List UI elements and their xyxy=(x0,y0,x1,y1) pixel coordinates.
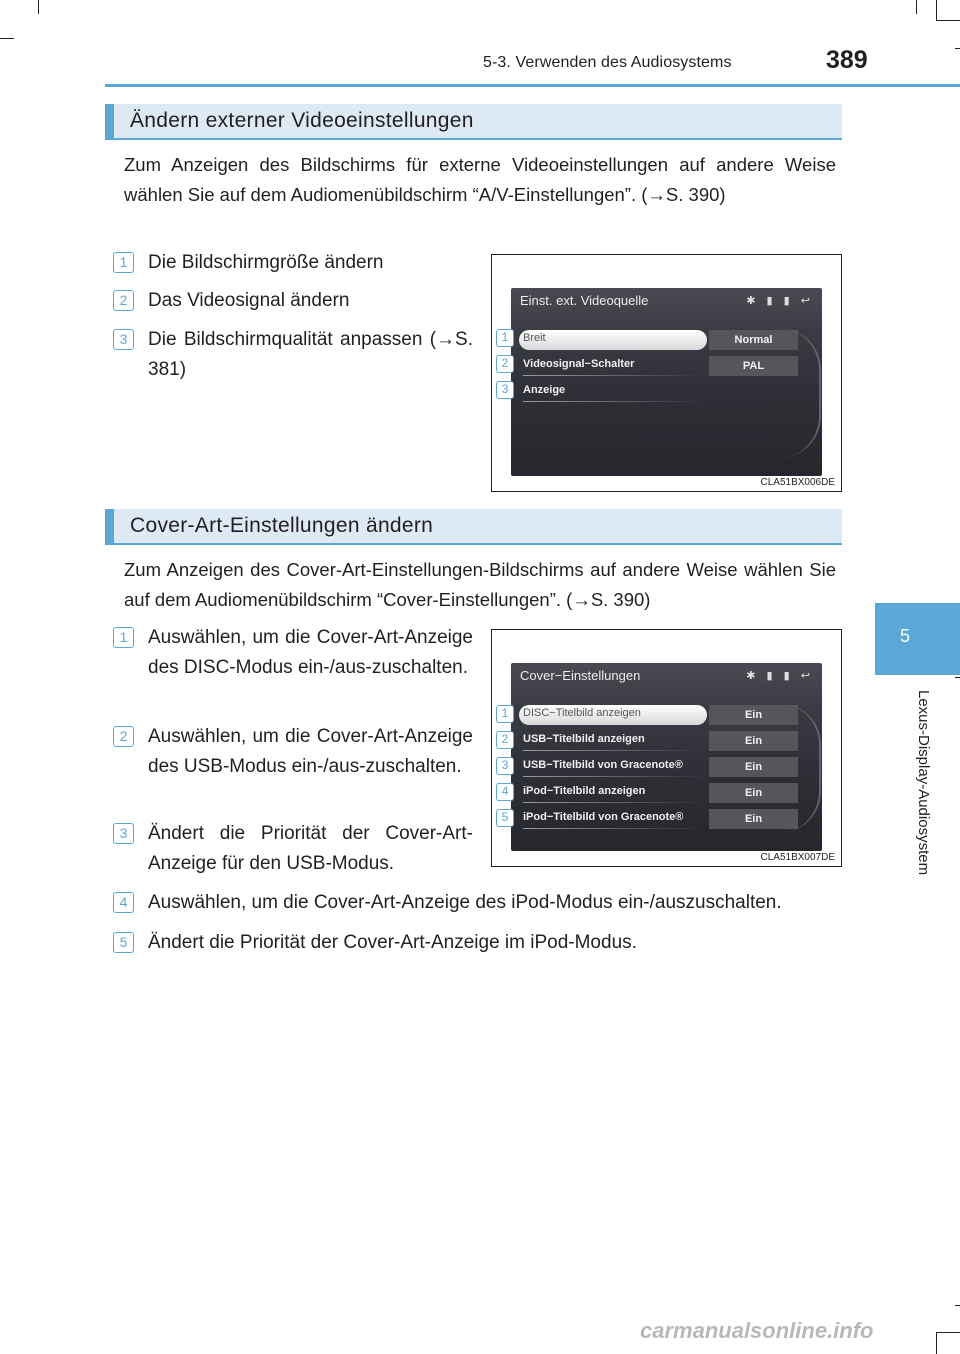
crop-mark xyxy=(936,1332,937,1354)
step-badge: 4 xyxy=(113,892,134,913)
intro-paragraph: Zum Anzeigen des Bildschirms für externe Videoeinstellungen auf andere Weise wählen Sie auf dem Audiomenübildschirm “A/V-Einstellungen”. (→S. 390) xyxy=(124,154,836,205)
chapter-title: Lexus-Display-Audiosystem xyxy=(915,690,932,876)
crop-mark xyxy=(916,0,917,14)
display-screen xyxy=(511,288,822,476)
screen-row xyxy=(519,705,707,725)
divider xyxy=(523,401,706,402)
row-value: PAL xyxy=(709,356,798,376)
row-value: Ein xyxy=(709,783,798,803)
screen-title: Cover−Einstellungen xyxy=(520,668,641,683)
screenshot-video-settings xyxy=(491,254,842,492)
callout-badge: 5 xyxy=(496,809,514,827)
row-value: Ein xyxy=(709,757,798,777)
row-label: Anzeige xyxy=(523,384,566,396)
crop-mark xyxy=(955,1305,960,1306)
step-badge: 1 xyxy=(113,252,134,273)
callout-badge: 3 xyxy=(496,757,514,775)
divider xyxy=(523,802,706,803)
list-item: Die Bildschirmgröße ändern xyxy=(148,252,384,273)
screen-row xyxy=(523,382,706,402)
divider xyxy=(523,776,706,777)
step-badge: 2 xyxy=(113,290,134,311)
list-item: Ändert die Priorität der Cover-Art-Anzeige für den USB-Modus. xyxy=(148,823,473,874)
list-item: Ändert die Priorität der Cover-Art-Anzeige im iPod-Modus. xyxy=(148,932,637,953)
screen-row xyxy=(523,356,706,376)
step-badge: 1 xyxy=(113,627,134,648)
scroll-arc xyxy=(779,703,821,833)
screen-row xyxy=(523,757,706,777)
row-label: Breit xyxy=(523,332,546,344)
crop-mark xyxy=(955,677,960,678)
crop-mark xyxy=(0,38,14,39)
scroll-arc xyxy=(779,328,821,458)
step-badge: 3 xyxy=(113,329,134,350)
row-label: DISC−Titelbild anzeigen xyxy=(523,707,641,719)
divider xyxy=(523,750,706,751)
screen-row xyxy=(523,783,706,803)
status-icons: ✱ ▮ ▮ ↩ xyxy=(746,670,814,682)
row-label: Videosignal−Schalter xyxy=(523,358,635,370)
section-title: Ändern externer Videoeinstellungen xyxy=(130,109,474,132)
screen-row xyxy=(523,809,706,829)
list-item: Auswählen, um die Cover-Art-Anzeige des DISC-Modus ein-/aus-zuschalten. xyxy=(148,627,473,678)
row-value: Normal xyxy=(709,330,798,350)
section-title: Cover-Art-Einstellungen ändern xyxy=(130,514,434,537)
divider xyxy=(523,828,706,829)
crop-mark xyxy=(38,0,39,14)
header-rule xyxy=(105,84,960,87)
watermark: carmanualsonline.info xyxy=(640,1318,874,1343)
screen-title: Einst. ext. Videoquelle xyxy=(520,293,649,308)
status-icons: ✱ ▮ ▮ ↩ xyxy=(746,295,814,307)
display-screen xyxy=(511,663,822,851)
row-value: Ein xyxy=(709,731,798,751)
intro-paragraph: Zum Anzeigen des Cover-Art-Einstellungen-Bildschirms auf andere Weise wählen Sie auf dem Audiomenübildschirm “Cover-Einstellungen”. (→S. 390) xyxy=(124,559,836,610)
callout-badge: 4 xyxy=(496,783,514,801)
step-badge: 5 xyxy=(113,932,134,953)
row-label: USB−Titelbild anzeigen xyxy=(523,733,645,745)
crop-mark xyxy=(936,20,960,21)
row-label: iPod−Titelbild anzeigen xyxy=(523,785,646,797)
crop-mark xyxy=(936,1332,960,1333)
list-item: Auswählen, um die Cover-Art-Anzeige des USB-Modus ein-/aus-zuschalten. xyxy=(148,726,473,777)
callout-badge: 1 xyxy=(496,329,514,347)
screen-row xyxy=(523,731,706,751)
image-code: CLA51BX007DE xyxy=(760,852,835,863)
callout-badge: 1 xyxy=(496,705,514,723)
crop-mark xyxy=(955,48,960,49)
step-badge: 2 xyxy=(113,726,134,747)
chapter-number: 5 xyxy=(899,626,910,646)
crop-mark xyxy=(936,0,937,20)
section-heading-cover-art xyxy=(105,509,842,545)
list-item: Auswählen, um die Cover-Art-Anzeige des iPod-Modus ein-/auszuschalten. xyxy=(148,892,782,913)
running-header-section: 5-3. Verwenden des Audiosystems xyxy=(483,54,732,71)
callout-badge: 3 xyxy=(496,381,514,399)
callout-badge: 2 xyxy=(496,355,514,373)
page-number: 389 xyxy=(826,46,868,74)
row-value: Ein xyxy=(709,809,798,829)
row-label: USB−Titelbild von Gracenote® xyxy=(523,759,683,771)
callout-badge: 2 xyxy=(496,731,514,749)
image-code: CLA51BX006DE xyxy=(760,477,835,488)
screenshot-cover-settings xyxy=(491,629,842,867)
step-badge: 3 xyxy=(113,823,134,844)
section-heading-video xyxy=(105,104,842,140)
row-value: Ein xyxy=(709,705,798,725)
list-item: Das Videosignal ändern xyxy=(148,290,350,311)
divider xyxy=(523,375,706,376)
row-label: iPod−Titelbild von Gracenote® xyxy=(523,811,684,823)
screen-row xyxy=(519,330,707,350)
list-item: Die Bildschirmqualität anpassen (→S. 381) xyxy=(148,329,473,380)
